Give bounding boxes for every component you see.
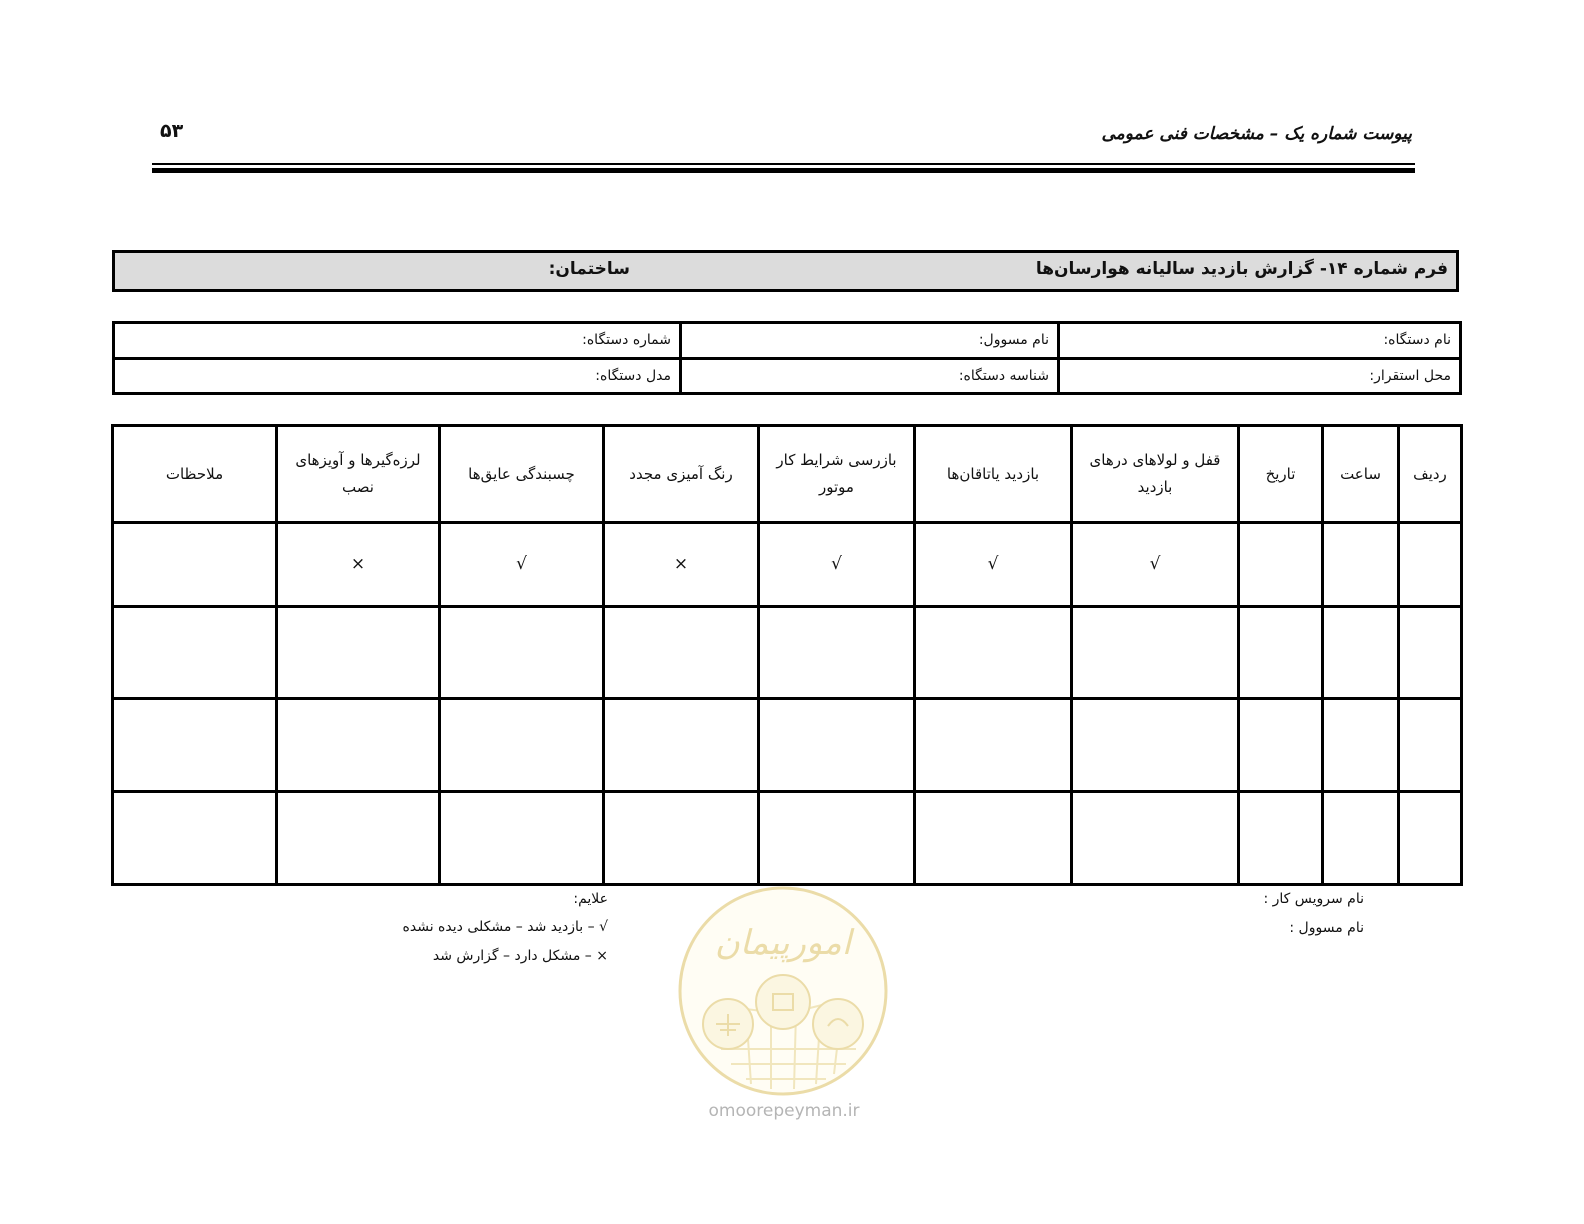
table-cell[interactable] [1072,606,1239,699]
table-cell[interactable] [113,792,277,885]
column-header-line: نصب [342,478,374,496]
table-cell[interactable] [113,523,277,607]
table-cell[interactable] [1399,523,1462,607]
column-header-line: ملاحظات [165,464,224,483]
column-header [277,426,440,523]
column-header [1072,426,1239,523]
table-cell[interactable] [440,699,604,792]
device-number-field[interactable]: شماره دستگاه: [114,323,681,359]
table-cell[interactable] [1239,792,1323,885]
table-cell[interactable] [1072,699,1239,792]
legend-ok: √ – بازدید شد – مشکلی دیده نشده [402,919,608,935]
column-header-line: بازدید یاتاقان‌ها [946,464,1040,483]
device-id-field[interactable]: شناسه دستگاه: [681,358,1059,394]
page-number: ۵۳ [160,120,184,142]
device-model-field[interactable]: مدل دستگاه: [114,358,681,394]
table-cell[interactable] [604,699,759,792]
legend-title: علایم: [573,891,608,907]
responsible-label: نام مسوول : [1289,920,1364,936]
table-row [113,792,1462,885]
device-info-row [114,323,1461,359]
column-header-line: رنگ آمیزی مجدد [629,464,733,483]
running-head: پیوست شماره یک – مشخصات فنی عمومی [1101,124,1412,144]
table-cell[interactable] [1239,699,1323,792]
table-cell[interactable] [277,699,440,792]
legend-problem: × – مشکل دارد – گزارش شد [432,948,608,964]
column-header [1239,426,1323,523]
watermark-logo-text: امورپیمان [714,923,852,963]
table-cell[interactable] [1399,606,1462,699]
service-technician-label: نام سرویس کار : [1263,891,1364,907]
table-row [113,523,1462,607]
column-header [915,426,1072,523]
column-header-line: قفل و لولاهای درهای [1089,451,1221,469]
table-cell[interactable] [915,699,1072,792]
column-header [759,426,915,523]
table-cell[interactable]: × [604,523,759,607]
column-header [440,426,604,523]
column-header [1399,426,1462,523]
watermark-site: omoorepeyman.ir [708,1101,860,1121]
table-header-row [113,426,1462,523]
table-row [113,699,1462,792]
inspection-table [111,424,1463,886]
column-header [604,426,759,523]
table-cell[interactable] [1239,523,1323,607]
watermark-seal-logo [676,884,890,1098]
table-cell[interactable]: √ [440,523,604,607]
responsible-name-field[interactable]: نام مسوول: [681,323,1059,359]
column-header [1323,426,1399,523]
building-label: ساختمان: [548,259,630,279]
table-cell[interactable] [1399,792,1462,885]
table-cell[interactable] [915,792,1072,885]
column-header [113,426,277,523]
table-cell[interactable] [277,792,440,885]
column-header-line: بازدید [1137,478,1173,496]
table-cell[interactable] [1323,792,1399,885]
table-cell[interactable]: × [277,523,440,607]
column-header-line: چسبندگی عایق‌ها [468,464,575,483]
header-rule-thick [152,168,1415,173]
device-name-field[interactable]: نام دستگاه: [1059,323,1461,359]
table-cell[interactable] [1072,792,1239,885]
table-cell[interactable] [440,792,604,885]
table-cell[interactable] [113,699,277,792]
column-header-line: موتور [819,478,854,496]
table-cell[interactable] [1239,606,1323,699]
table-cell[interactable]: √ [759,523,915,607]
table-cell[interactable]: √ [915,523,1072,607]
device-info-table [112,321,1462,395]
table-cell[interactable] [1323,523,1399,607]
table-cell[interactable] [759,792,915,885]
table-cell[interactable] [1323,606,1399,699]
form-title: فرم شماره ۱۴- گزارش بازدید سالیانه هوارسان‌ها [1035,259,1448,279]
table-cell[interactable] [915,606,1072,699]
table-cell[interactable] [604,792,759,885]
column-header-line: تاریخ [1265,464,1296,483]
location-field[interactable]: محل استقرار: [1059,358,1461,394]
table-cell[interactable] [604,606,759,699]
column-header-line: ساعت [1340,464,1381,483]
column-header-line: لرزه‌گیرها و آویزهای [295,451,421,469]
table-cell[interactable] [277,606,440,699]
column-header-line: ردیف [1413,464,1447,483]
form-title-bar [112,250,1459,292]
table-cell[interactable] [440,606,604,699]
table-cell[interactable]: √ [1072,523,1239,607]
header-rule-thin [152,163,1415,165]
table-cell[interactable] [1323,699,1399,792]
table-row [113,606,1462,699]
table-cell[interactable] [759,606,915,699]
device-info-row [114,358,1461,394]
table-cell[interactable] [113,606,277,699]
table-cell[interactable] [759,699,915,792]
column-header-line: بازرسی شرایط کار [776,451,897,469]
table-cell[interactable] [1399,699,1462,792]
